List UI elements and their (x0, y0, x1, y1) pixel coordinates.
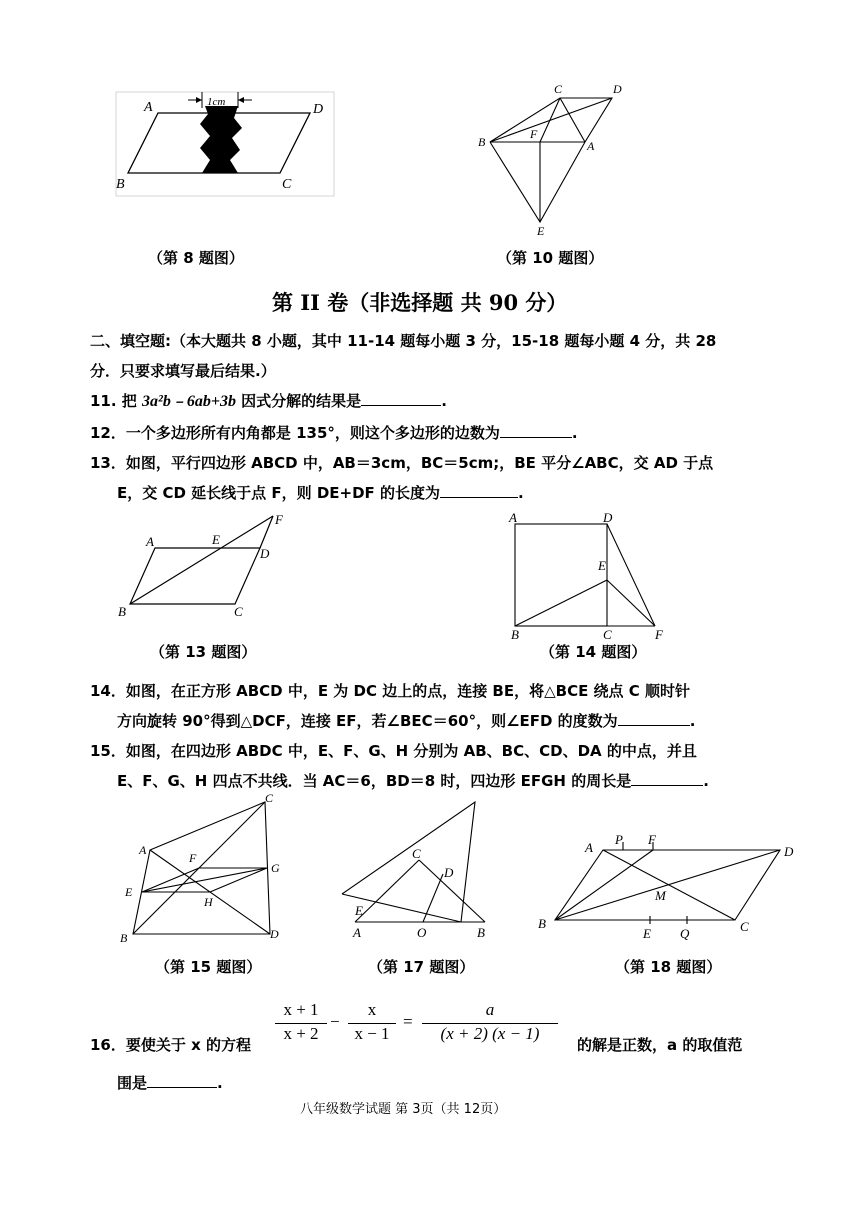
question-16-line2 (117, 1068, 223, 1098)
fig13-label-a: A (146, 534, 154, 549)
q11-end: . (441, 392, 447, 410)
fig15-label-c: C (265, 791, 274, 805)
q16-f2-denominator: x − 1 (354, 1024, 390, 1043)
fig17-label-o: O (417, 925, 427, 940)
fig18-label-b: B (538, 916, 546, 931)
fig15-label-e: E (125, 885, 133, 899)
q15-answer-blank[interactable] (631, 769, 703, 786)
fig15-label-a: A (139, 843, 147, 857)
q16-minus: − (330, 1012, 340, 1031)
fig15-label-d: D (270, 927, 279, 941)
fig10-label-e: E (537, 224, 545, 238)
q14-answer-blank[interactable] (618, 709, 690, 726)
page-footer: 八年级数学试题 第 3页（共 12页） (300, 1102, 507, 1117)
fig13-caption: （第 13 题图） (150, 643, 257, 661)
fig14-caption: （第 14 题图） (540, 643, 647, 661)
fig18-label-c: C (740, 919, 749, 934)
fig10-label-a: A (587, 139, 595, 153)
question-14-line1: 14．如图，在正方形 ABCD 中，E 为 DC 边上的点，连接 BE，将△BCE 绕点 C 顺时针 (90, 682, 690, 700)
fig8-label-c: C (282, 177, 292, 192)
q13-line2-text: E，交 CD 延长线于点 F，则 DE+DF 的长度为 (117, 484, 441, 502)
fig15-label-g: G (271, 861, 280, 875)
q11-expression: 3a²b﹣6ab+3b (142, 393, 236, 410)
fig18-caption: （第 18 题图） (615, 958, 722, 976)
figure-13 (110, 508, 295, 623)
q16-f3-denominator: (x + 2) (x − 1) (440, 1024, 540, 1043)
q16-f1-denominator: x + 2 (283, 1024, 319, 1043)
question-13-line1: 13．如图，平行四边形 ABCD 中，AB＝3cm，BC＝5cm;，BE 平分∠ABC，交 AD 于点 (90, 454, 714, 472)
section2-instructions-line2: 分．只要求填写最后结果.） (90, 362, 276, 380)
q12-end: . (571, 424, 578, 442)
fig18-label-e: E (643, 926, 651, 941)
fig17-label-d: D (444, 865, 454, 880)
fig8-label-a: A (144, 100, 153, 115)
fig10-label-f: F (530, 127, 538, 141)
fig14-label-f: F (655, 627, 663, 642)
fig17-caption: （第 17 题图） (368, 958, 475, 976)
fig8-label-d: D (313, 102, 324, 117)
q16-f3-numerator: a (485, 1000, 495, 1019)
fig10-label-b: B (478, 135, 486, 149)
q16-answer-blank[interactable] (147, 1071, 217, 1088)
q11-suffix: 因式分解的结果是 (235, 392, 362, 410)
q14-end: . (689, 712, 696, 730)
q16-equals: = (403, 1012, 413, 1031)
fig10-label-c: C (554, 82, 563, 96)
fig14-label-d: D (603, 510, 613, 525)
fig15-label-f: F (189, 851, 197, 865)
fig13-label-f: F (275, 512, 283, 527)
q16-end: . (217, 1074, 223, 1092)
figure-10 (470, 80, 630, 238)
fig18-label-q: Q (680, 926, 690, 941)
question-16-prefix: 16．要使关于 x 的方程 (90, 1036, 251, 1054)
question-13-line2 (117, 478, 524, 508)
question-16-suffix: 的解是正数，a 的取值范 (577, 1036, 743, 1054)
q12-answer-blank[interactable] (500, 421, 572, 438)
fig14-label-e: E (598, 558, 606, 573)
q16-fraction-1 (275, 1000, 327, 1046)
fig18-label-d: D (784, 844, 794, 859)
q16-line2-text: 围是 (117, 1074, 148, 1092)
fig15-label-h: H (204, 895, 213, 909)
figure-14 (500, 508, 680, 643)
q11-answer-blank[interactable] (361, 389, 441, 406)
figure-17 (335, 798, 505, 944)
figure-15 (115, 790, 295, 948)
section2-instructions-line1: 二、填空题:（本大题共 8 小题，其中 11-14 题每小题 3 分，15-18 题每小题 4 分，共 28 (90, 332, 717, 350)
fig14-label-c: C (603, 627, 612, 642)
figure-18 (535, 828, 805, 943)
q14-line2-text: 方向旋转 90°得到△DCF，连接 EF，若∠BEC＝60°，则∠EFD 的度数为 (117, 712, 618, 730)
question-15-line1: 15．如图，在四边形 ABDC 中，E、F、G、H 分别为 AB、BC、CD、DA 的中点，并且 (90, 742, 697, 760)
fig13-label-c: C (234, 604, 243, 619)
q16-f1-numerator: x + 1 (283, 1000, 319, 1019)
fig10-label-d: D (613, 82, 622, 96)
fig13-label-b: B (118, 604, 126, 619)
fig18-label-m: M (655, 888, 666, 903)
fig13-label-e: E (212, 532, 220, 547)
question-12 (90, 418, 578, 448)
fig17-label-c: C (412, 846, 421, 861)
fig15-label-b: B (120, 931, 128, 945)
fig17-label-a: A (353, 925, 361, 940)
fig14-label-b: B (511, 627, 519, 642)
q16-fraction-3 (422, 1000, 558, 1046)
fig8-caption: （第 8 题图） (148, 249, 244, 267)
q12-text: 12．一个多边形所有内角都是 135°，则这个多边形的边数为 (90, 424, 500, 442)
q13-end: . (518, 484, 524, 502)
fig18-label-f: F (648, 832, 656, 847)
q15-line2-text: E、F、G、H 四点不共线．当 AC＝6，BD＝8 时，四边形 EFGH 的周长是 (117, 772, 632, 790)
q13-answer-blank[interactable] (440, 481, 518, 498)
fig17-label-e: E (355, 903, 363, 918)
fig15-caption: （第 15 题图） (155, 958, 262, 976)
fig13-label-d: D (260, 546, 270, 561)
section-title: 第 II 卷（非选择题 共 90 分） (272, 290, 568, 315)
q16-f2-numerator: x (367, 1000, 377, 1019)
question-14-line2 (117, 706, 695, 736)
question-11 (90, 386, 447, 417)
fig18-label-p: P (615, 832, 623, 847)
fig14-label-a: A (509, 510, 517, 525)
fig18-label-a: A (585, 840, 593, 855)
fig8-measure: 1cm (207, 96, 226, 108)
q15-end: . (703, 772, 709, 790)
figure-8 (110, 88, 340, 200)
fig10-caption: （第 10 题图） (497, 249, 604, 267)
q16-fraction-2 (348, 1000, 396, 1046)
q11-prefix: 11. 把 (90, 392, 143, 410)
fig17-label-b: B (477, 925, 485, 940)
fig8-label-b: B (116, 177, 125, 192)
